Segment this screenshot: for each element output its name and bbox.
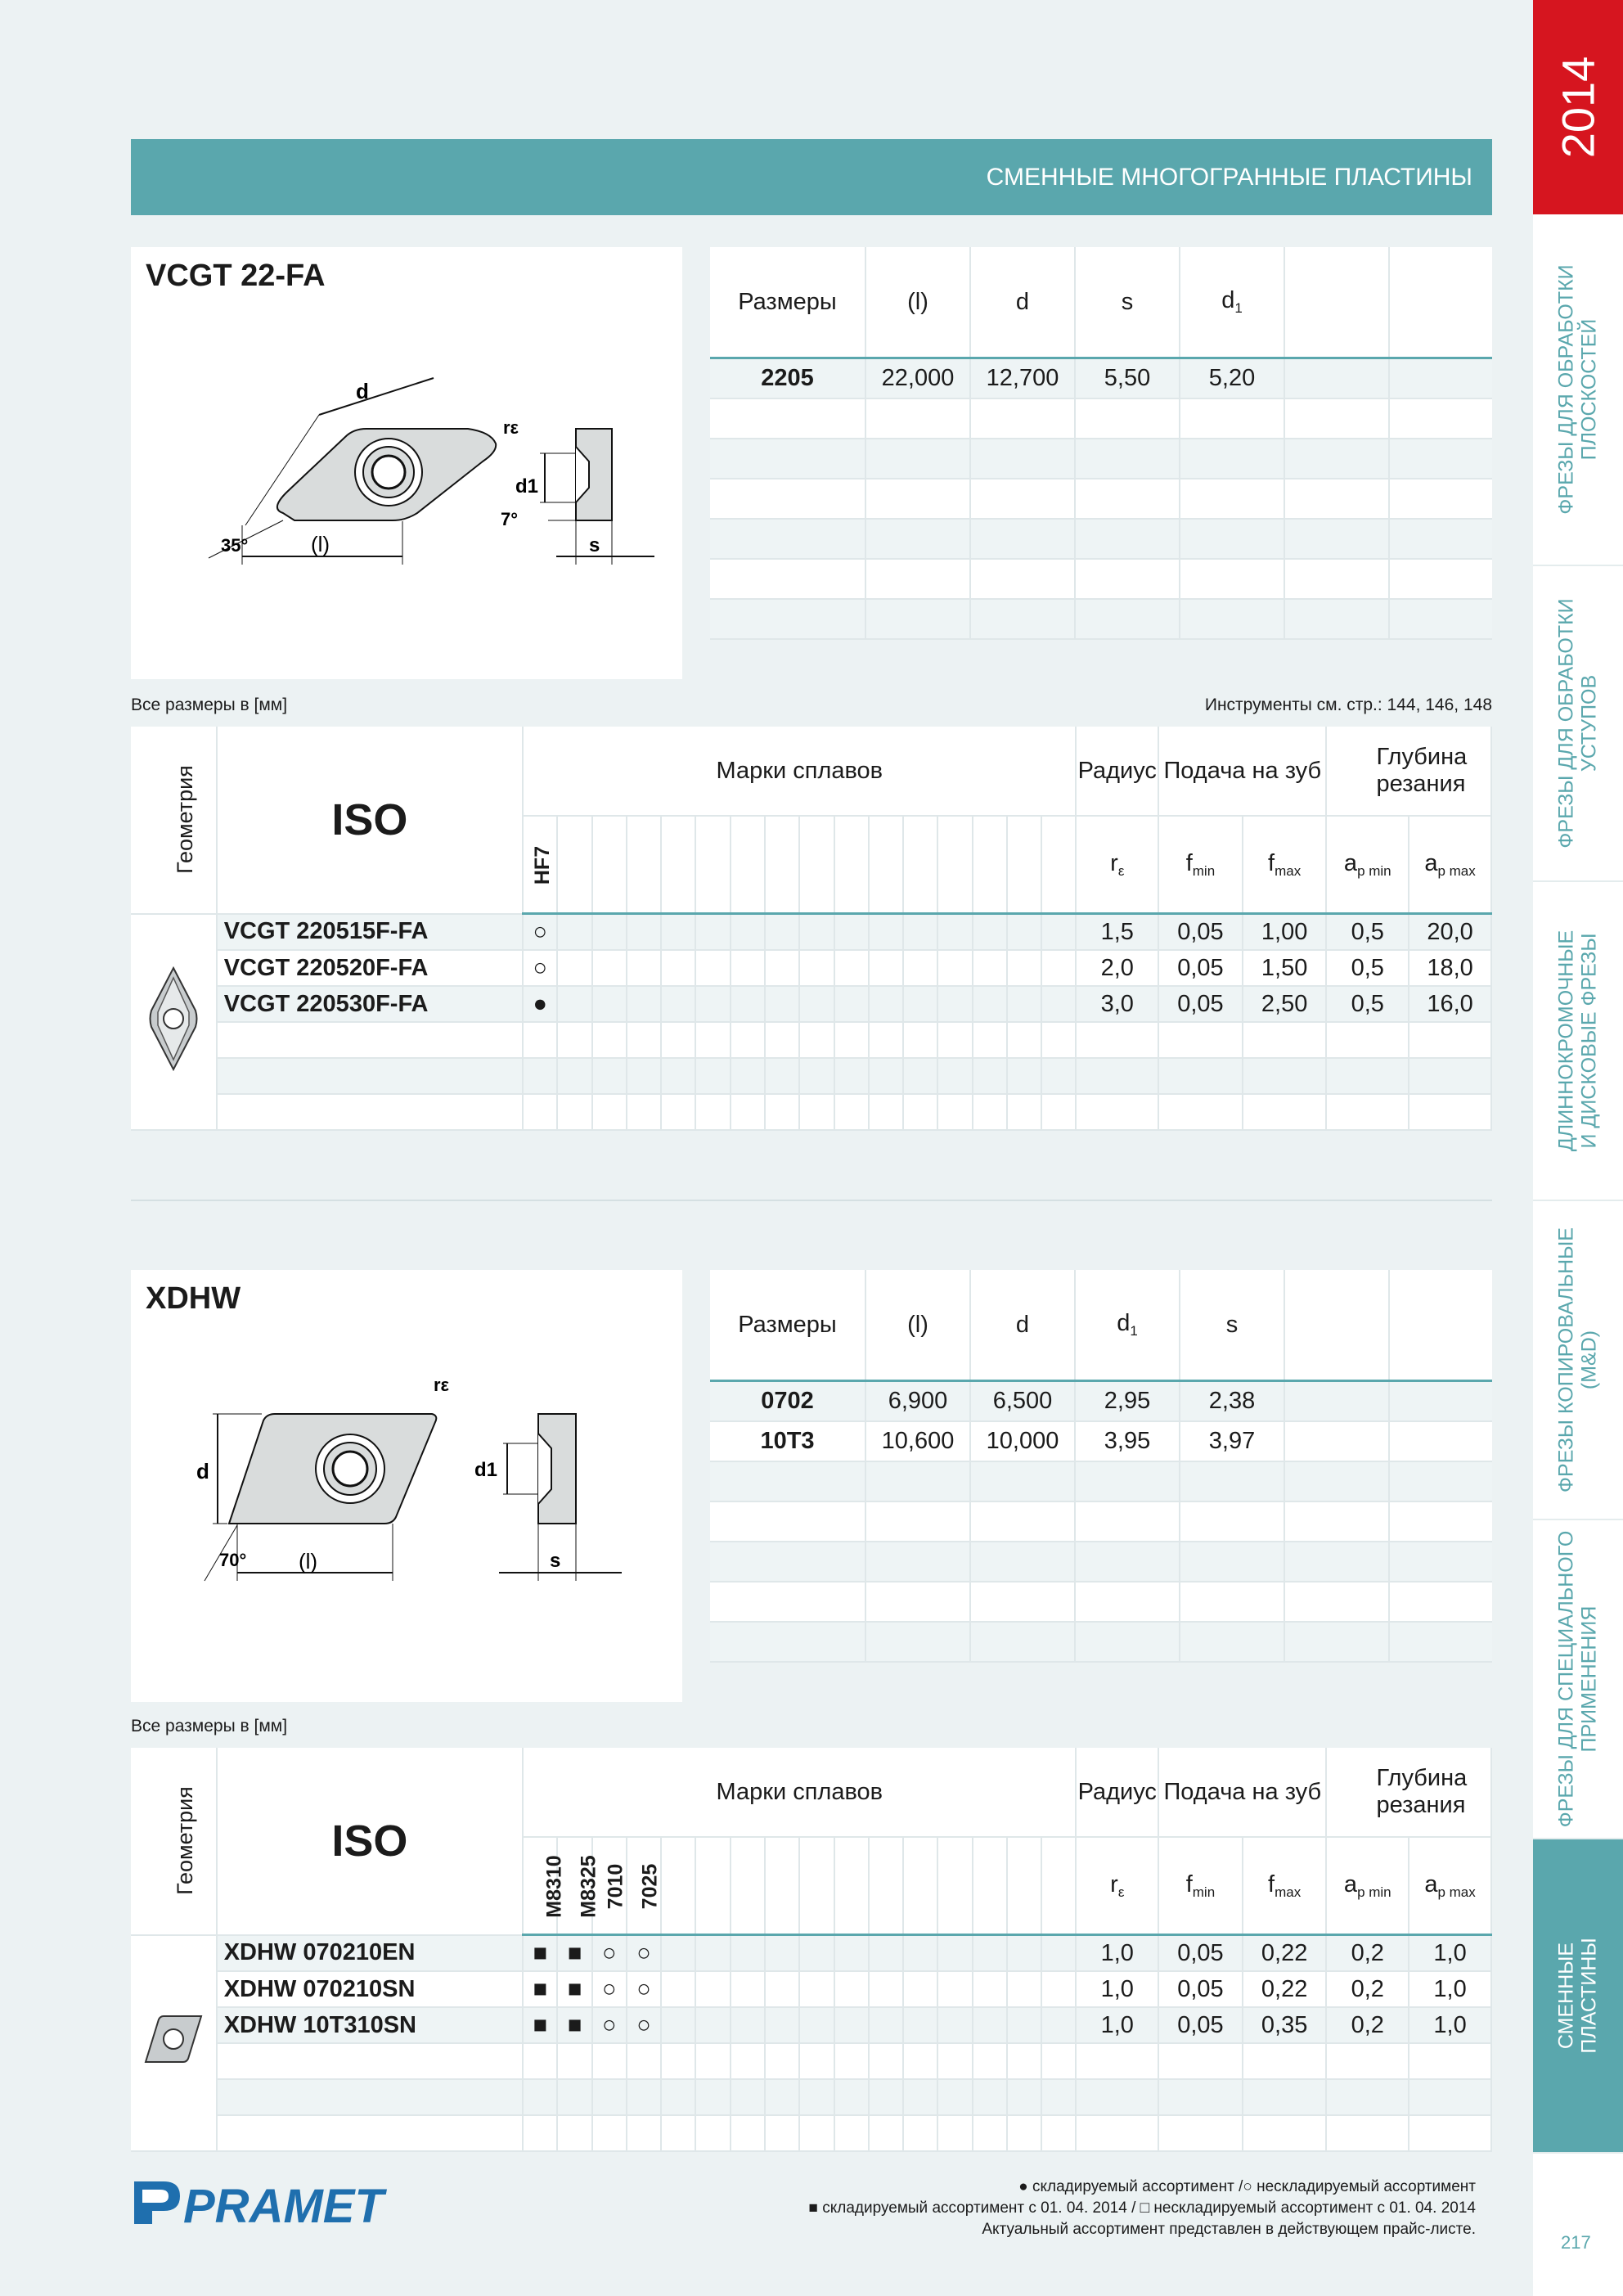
table-row (131, 1971, 1491, 2007)
apmin-value: 0,5 (1326, 986, 1409, 1022)
tab-label: ФРЕЗЫ ДЛЯ ОБРАБОТКИ ПЛОСКОСТЕЙ (1554, 264, 1600, 515)
grade-mark: ■ (557, 2007, 591, 2043)
table-row (131, 986, 1491, 1022)
apmin-value: 0,2 (1326, 1935, 1409, 1972)
radius-header: Радиус (1076, 727, 1158, 816)
sub-idx: max (1275, 862, 1302, 879)
dims-header: (l) (865, 1270, 970, 1381)
grade-mark: ○ (523, 914, 557, 951)
legend-line: ● складируемый ассортимент /○ нескладируемый ассортимент (1018, 2178, 1476, 2195)
apmin-sub-header (1326, 1837, 1409, 1935)
dims-header (1075, 1270, 1180, 1381)
sub-main: a (1424, 1871, 1438, 1898)
table-row (710, 358, 1492, 399)
units-note: Все размеры в [мм] (131, 1717, 288, 1736)
grade-name-label: M8310 (542, 1855, 566, 1918)
r-sub-header (1076, 816, 1158, 914)
section-divider (131, 1200, 1492, 1201)
pramet-logo (131, 2177, 401, 2233)
dims-header-main: d (1117, 1310, 1131, 1336)
label-d: d (196, 1459, 209, 1483)
sub-idx: p max (1437, 862, 1476, 879)
fmax-value: 1,00 (1243, 914, 1327, 951)
vcgt-drawing (131, 247, 682, 679)
tab-special-milling[interactable] (1533, 1520, 1623, 1839)
apmax-value: 18,0 (1409, 950, 1491, 986)
sub-idx: p max (1437, 1884, 1476, 1900)
dims-table-vcgt (710, 247, 1492, 640)
grades-header: Марки сплавов (523, 1748, 1076, 1837)
grade-mark: ● (523, 986, 557, 1022)
grade-name (523, 816, 557, 914)
apmax-sub-header (1409, 816, 1491, 914)
dims-header-sub: 1 (1234, 300, 1243, 316)
dims-cell: 2205 (710, 358, 865, 399)
dims-cell: 10T3 (710, 1421, 865, 1461)
iso-header: ISO (217, 727, 523, 914)
fmin-value: 0,05 (1158, 950, 1243, 986)
grade-name-label: 7025 (638, 1863, 662, 1910)
dims-cell: 12,700 (970, 358, 1075, 399)
grade-name (523, 1837, 566, 1935)
dims-cell: 6,900 (865, 1381, 970, 1422)
apmax-value: 1,0 (1409, 2007, 1491, 2043)
tab-long-edge-milling[interactable] (1533, 882, 1623, 1201)
apmax-sub-header (1409, 1837, 1491, 1935)
label-s: s (589, 534, 600, 556)
logo-mark (131, 2177, 401, 2229)
dims-cell: 10,000 (970, 1421, 1075, 1461)
table-row (710, 1381, 1492, 1422)
dims-header: Размеры (710, 247, 865, 358)
tab-label: ФРЕЗЫ ДЛЯ ОБРАБОТКИ УСТУПОВ (1554, 598, 1600, 849)
sub-idx: min (1192, 862, 1216, 879)
grades-header: Марки сплавов (523, 727, 1076, 816)
grade-table-vcgt (131, 727, 1492, 1131)
sub-main: f (1268, 849, 1275, 876)
grade-mark: ■ (523, 2007, 557, 2043)
label-angle: 70° (219, 1550, 247, 1570)
geometry-header (131, 1748, 217, 1935)
radius-value: 1,0 (1076, 2007, 1158, 2043)
fmin-value: 0,05 (1158, 1935, 1243, 1972)
table-row (710, 1421, 1492, 1461)
sub-main: f (1185, 1871, 1193, 1898)
fmin-sub-header (1158, 1837, 1243, 1935)
tab-copy-milling[interactable] (1533, 1201, 1623, 1520)
fmin-sub-header (1158, 816, 1243, 914)
tab-shoulder-milling[interactable] (1533, 566, 1623, 882)
page-number: 217 (1561, 2232, 1591, 2253)
dims-header-sub: 1 (1130, 1323, 1138, 1339)
figure-vcgt (131, 247, 682, 679)
sub-main: a (1343, 849, 1358, 876)
sub-main: r (1110, 849, 1118, 876)
grade-mark: ■ (523, 1971, 557, 2007)
apmin-value: 0,2 (1326, 2007, 1409, 2043)
xdhw-drawing (131, 1270, 682, 1702)
fmin-value: 0,05 (1158, 1971, 1243, 2007)
dims-cell: 22,000 (865, 358, 970, 399)
sub-main: f (1268, 1871, 1275, 1898)
sidebar (1533, 0, 1623, 2296)
label-l: (l) (299, 1549, 318, 1573)
insert-code: XDHW 070210EN (217, 1935, 523, 1972)
dims-cell: 6,500 (970, 1381, 1075, 1422)
dims-cell: 5,50 (1075, 358, 1180, 399)
grade-mark: ■ (557, 1971, 591, 2007)
sub-main: a (1343, 1871, 1358, 1898)
grade-table-xdhw (131, 1748, 1492, 2152)
dims-header: Размеры (710, 1270, 865, 1381)
dims-cell: 10,600 (865, 1421, 970, 1461)
header-bar (131, 139, 1492, 215)
insert-code: VCGT 220530F-FA (217, 986, 523, 1022)
dims-header: s (1180, 1270, 1284, 1381)
fmax-sub-header (1243, 1837, 1327, 1935)
dims-header: d (970, 247, 1075, 358)
tab-face-milling[interactable] (1533, 214, 1623, 566)
grade-mark: ■ (557, 1935, 591, 1972)
geometry-header (131, 727, 217, 914)
grade-mark: ○ (627, 2007, 661, 2043)
header-title: СМЕННЫЕ МНОГОГРАННЫЕ ПЛАСТИНЫ (986, 164, 1472, 191)
figure-xdhw (131, 1270, 682, 1702)
dims-cell: 2,38 (1180, 1381, 1284, 1422)
dims-header-main: d (1221, 287, 1235, 313)
xdhw-insert-icon (141, 2011, 206, 2069)
label-r: rε (503, 417, 519, 438)
tab-label: ДЛИННОКРОМОЧНЫЕ И ДИСКОВЫЕ ФРЕЗЫ (1554, 930, 1600, 1152)
insert-code: VCGT 220520F-FA (217, 950, 523, 986)
sub-main: r (1110, 1871, 1118, 1898)
radius-value: 1,0 (1076, 1971, 1158, 2007)
sub-main: a (1424, 849, 1438, 876)
legend-line: ■ складируемый ассортимент с 01. 04. 2014 / □ нескладируемый ассортимент с 01. 04. 2014 (808, 2199, 1476, 2217)
depth-header: Глубина резания (1326, 1748, 1491, 1837)
feed-header: Подача на зуб (1158, 727, 1326, 816)
grade-name-label: HF7 (531, 845, 555, 885)
dims-header: (l) (865, 247, 970, 358)
label-d: d (356, 379, 369, 403)
dims-header (1180, 247, 1284, 358)
tab-inserts[interactable] (1533, 1839, 1623, 2154)
fmax-value: 0,22 (1243, 1971, 1327, 2007)
feed-header: Подача на зуб (1158, 1748, 1326, 1837)
label-angle2: 7° (501, 509, 519, 529)
tab-label: ФРЕЗЫ ДЛЯ СПЕЦИАЛЬНОГО ПРИМЕНЕНИЯ (1554, 1530, 1600, 1828)
sub-idx: p min (1357, 862, 1391, 879)
fmax-sub-header (1243, 816, 1327, 914)
label-d1: d1 (474, 1459, 498, 1481)
radius-value: 1,0 (1076, 1935, 1158, 1972)
year-tab[interactable] (1533, 0, 1623, 214)
grade-name (627, 1837, 661, 1935)
radius-value: 1,5 (1076, 914, 1158, 951)
dims-cell: 3,95 (1075, 1421, 1180, 1461)
apmax-value: 20,0 (1409, 914, 1491, 951)
insert-code: XDHW 10T310SN (217, 2007, 523, 2043)
apmin-value: 0,5 (1326, 914, 1409, 951)
apmin-value: 0,2 (1326, 1971, 1409, 2007)
units-note: Все размеры в [мм] (131, 696, 288, 714)
legend (809, 2177, 1477, 2240)
depth-header: Глубина резания (1326, 727, 1491, 816)
dims-cell: 2,95 (1075, 1381, 1180, 1422)
geometry-label: Геометрия (172, 1786, 197, 1896)
iso-header: ISO (217, 1748, 523, 1935)
dims-header: s (1075, 247, 1180, 358)
grade-mark: ○ (592, 1935, 627, 1972)
table-row (131, 1935, 1491, 1972)
sub-idx: p min (1357, 1884, 1391, 1900)
grade-name-label: 7010 (603, 1863, 627, 1910)
grade-mark: ○ (627, 1935, 661, 1972)
section-title: XDHW (146, 1281, 241, 1316)
dims-cell: 3,97 (1180, 1421, 1284, 1461)
label-angle: 35° (221, 535, 249, 556)
table-row (131, 914, 1491, 951)
apmax-value: 1,0 (1409, 1971, 1491, 2007)
dims-cell: 5,20 (1180, 358, 1284, 399)
table-row (131, 2007, 1491, 2043)
sub-idx: max (1275, 1884, 1302, 1900)
dims-header: d (970, 1270, 1075, 1381)
grade-mark: ○ (592, 2007, 627, 2043)
fmax-value: 0,35 (1243, 2007, 1327, 2043)
vcgt-insert-icon (145, 961, 202, 1076)
label-d1: d1 (515, 475, 539, 497)
fmax-value: 0,22 (1243, 1935, 1327, 1972)
grade-mark: ○ (592, 1971, 627, 2007)
sub-main: f (1185, 849, 1193, 876)
sub-idx: ε (1117, 862, 1125, 879)
grade-mark: ■ (523, 1935, 557, 1972)
fmin-value: 0,05 (1158, 986, 1243, 1022)
dims-cell: 0702 (710, 1381, 865, 1422)
fmax-value: 1,50 (1243, 950, 1327, 986)
insert-code: VCGT 220515F-FA (217, 914, 523, 951)
sub-idx: ε (1117, 1884, 1125, 1900)
geometry-label: Геометрия (172, 765, 197, 875)
geometry-image (131, 1935, 217, 2152)
tab-label: ФРЕЗЫ КОПИРОВАЛЬНЫЕ (M&D) (1554, 1227, 1600, 1492)
radius-value: 3,0 (1076, 986, 1158, 1022)
label-l: (l) (311, 532, 330, 556)
dims-table-xdhw (710, 1270, 1492, 1663)
year-label: 2014 (1552, 56, 1604, 159)
table-row (131, 950, 1491, 986)
label-r: rε (434, 1375, 450, 1395)
fmax-value: 2,50 (1243, 986, 1327, 1022)
radius-value: 2,0 (1076, 950, 1158, 986)
grade-mark: ○ (627, 1971, 661, 2007)
label-s: s (550, 1550, 561, 1572)
tab-label: СМЕННЫЕ ПЛАСТИНЫ (1554, 1938, 1600, 2054)
tools-ref-note: Инструменты см. стр.: 144, 146, 148 (1204, 696, 1492, 714)
radius-header: Радиус (1076, 1748, 1158, 1837)
legend-line: Актуальный ассортимент представлен в действующем прайс-листе. (982, 2221, 1476, 2238)
apmin-value: 0,5 (1326, 950, 1409, 986)
logo-text: PRAMET (183, 2180, 384, 2229)
section-title: VCGT 22-FA (146, 259, 326, 293)
grade-name-label: M8325 (578, 1855, 601, 1918)
apmin-sub-header (1326, 816, 1409, 914)
grade-mark: ○ (523, 950, 557, 986)
sub-idx: min (1192, 1884, 1216, 1900)
apmax-value: 16,0 (1409, 986, 1491, 1022)
insert-code: XDHW 070210SN (217, 1971, 523, 2007)
r-sub-header (1076, 1837, 1158, 1935)
apmax-value: 1,0 (1409, 1935, 1491, 1972)
geometry-image (131, 914, 217, 1131)
fmin-value: 0,05 (1158, 914, 1243, 951)
fmin-value: 0,05 (1158, 2007, 1243, 2043)
